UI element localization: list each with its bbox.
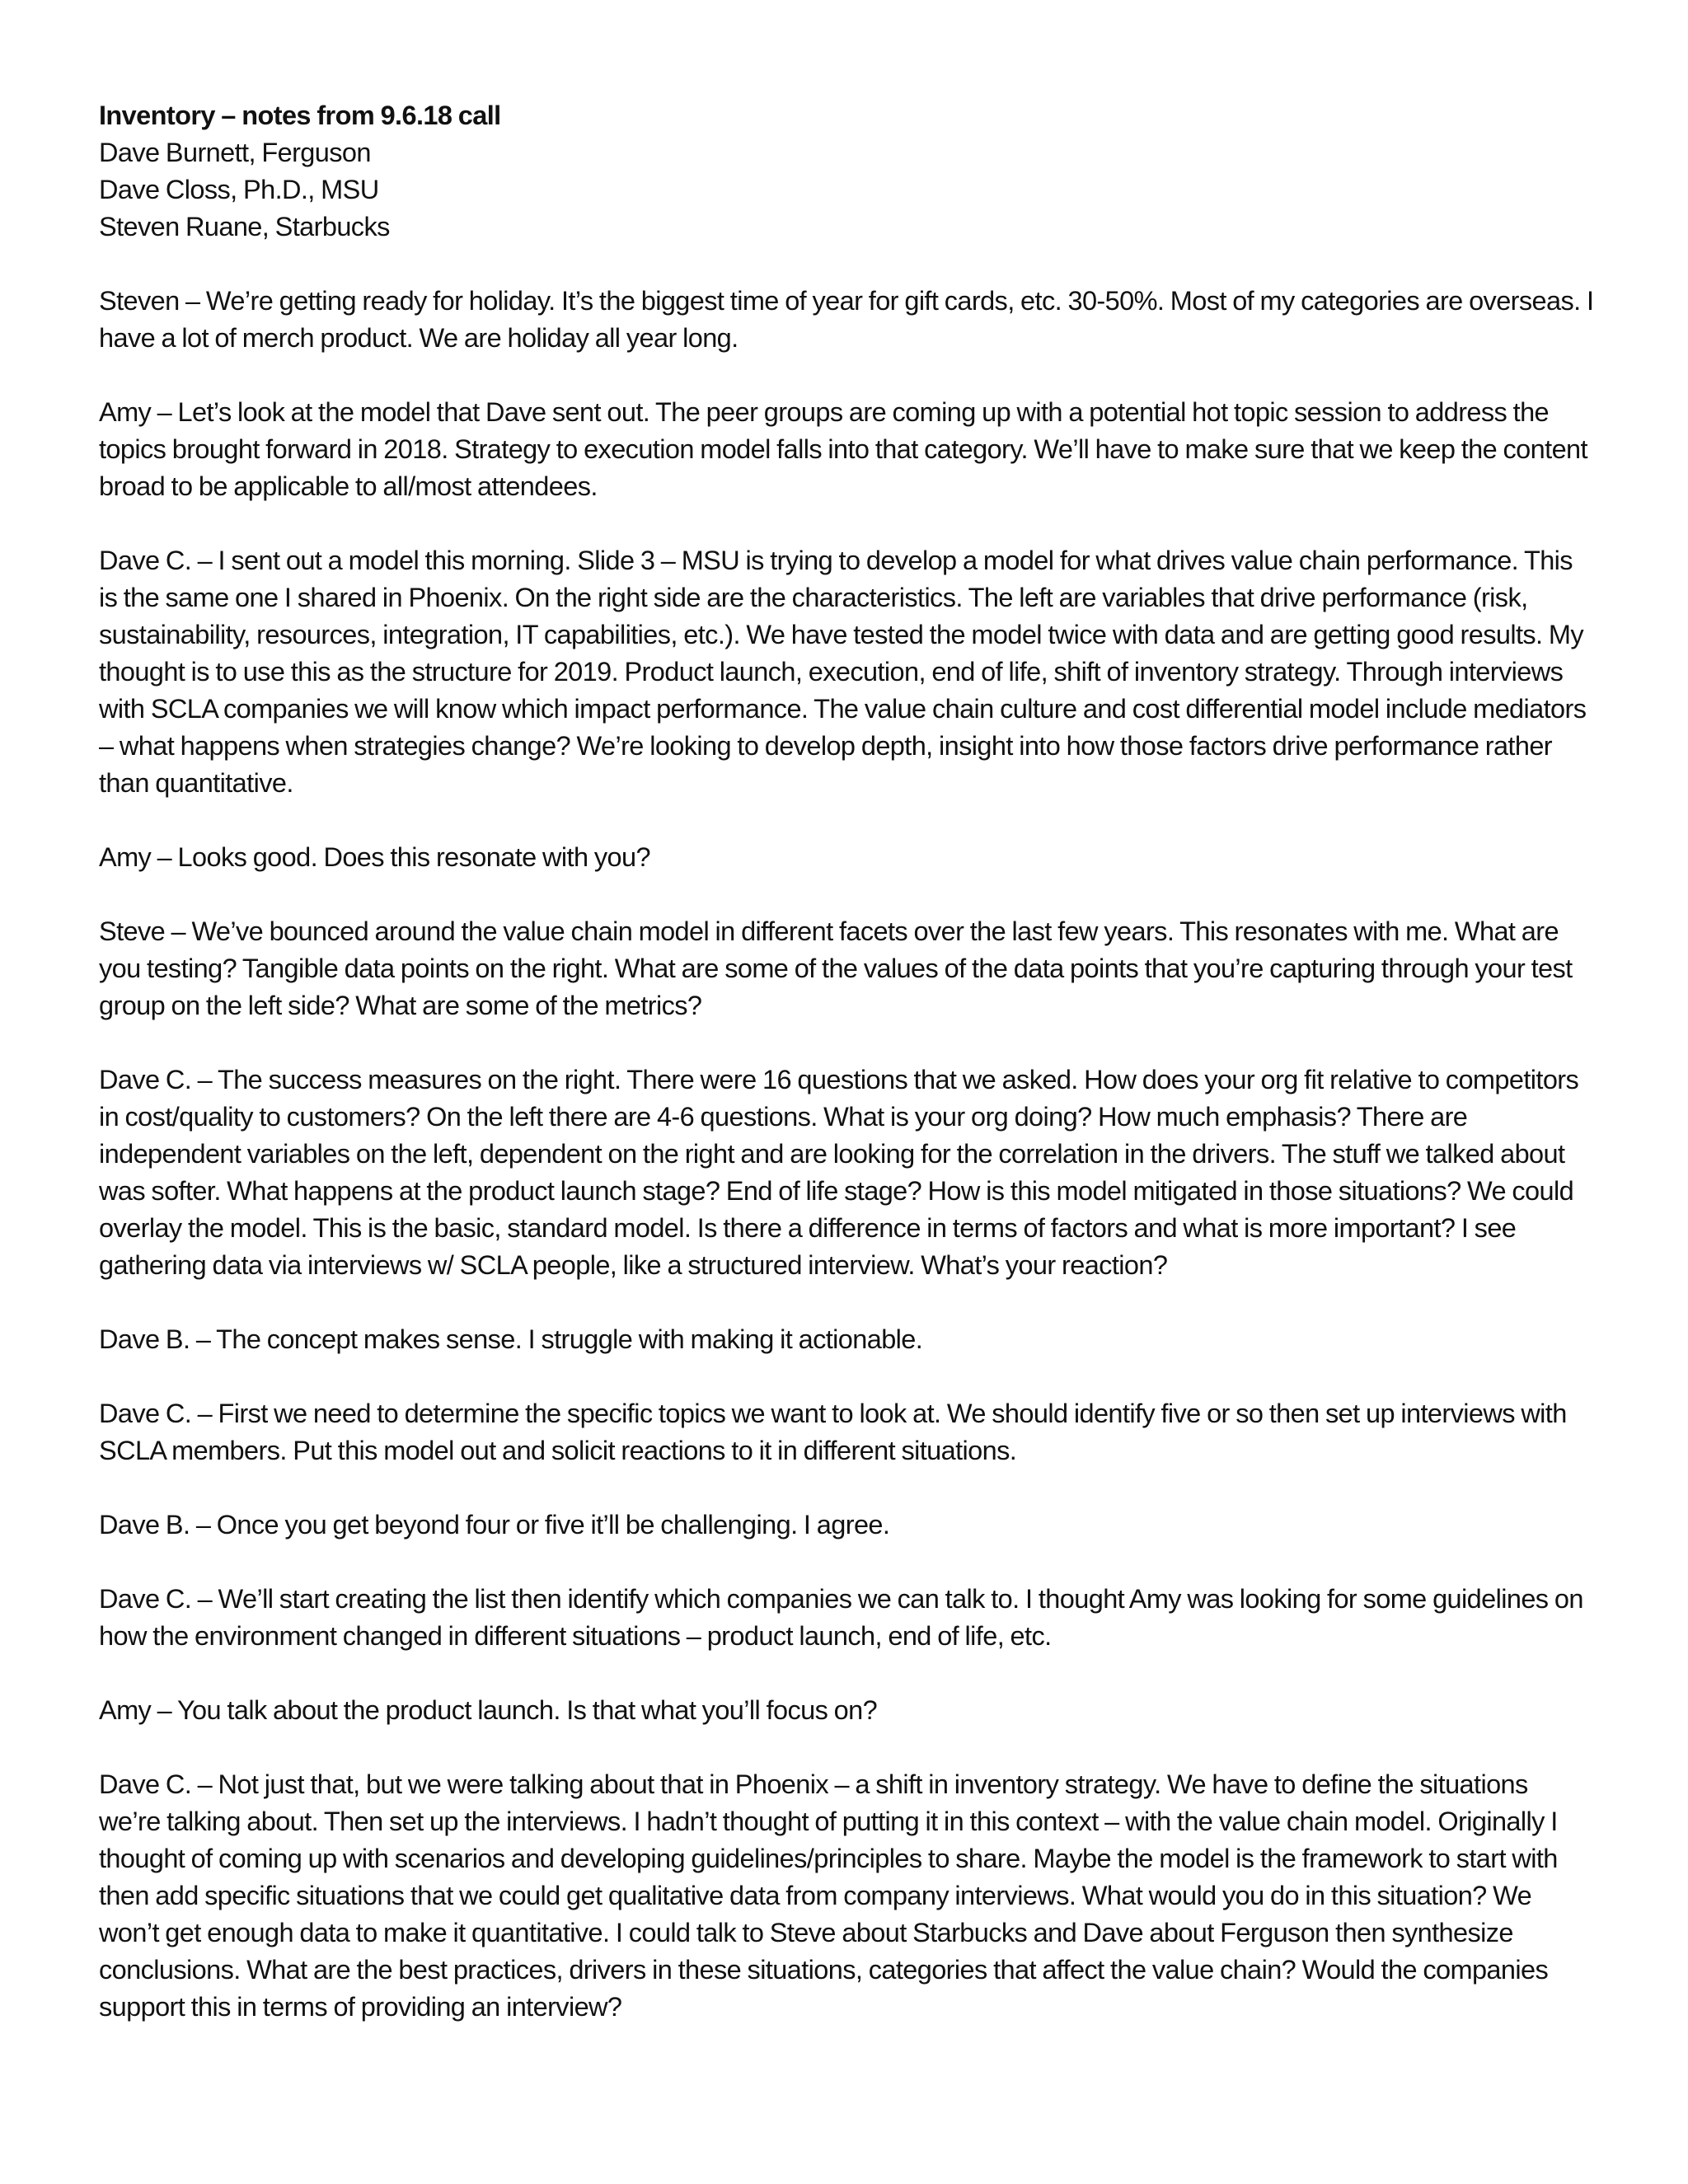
note-paragraph-dave-c: Dave C. – First we need to determine the specific topics we want to look at. We should identify five or so then set up interviews with SCLA members. Put this model out and solicit reactions to it in different situations. — [99, 1399, 1567, 1465]
note-paragraph-dave-c: Dave C. – I sent out a model this morning. Slide 3 – MSU is trying to develop a model for what drives value chain performance. This is the same one I shared in Phoenix. On the right side are the characteristics. The left are variables that drive performance (risk, sustainability, resources, integration, IT capabilities, etc.). We have tested the model twice with data and are getting good results. My thought is to use this as the structure for 2019. Product launch, execution, end of life, shift of inventory strategy. Through interviews with SCLA companies we will know which impact performance. The value chain culture and cost differential model include mediators – what happens when strategies change? We’re looking to develop depth, insight into how those factors drive performance rather than quantitative. — [99, 546, 1587, 798]
note-paragraph-amy: Amy – You talk about the product launch. Is that what you’ll focus on? — [99, 1695, 878, 1725]
note-paragraph-dave-b: Dave B. – Once you get beyond four or five it’ll be challenging. I agree. — [99, 1510, 890, 1540]
note-paragraph-dave-c: Dave C. – We’ll start creating the list then identify which companies we can talk to. I thought Amy was looking for some guidelines on how the environment changed in different situations – product launch, end of life, etc. — [99, 1584, 1583, 1651]
document-header — [99, 97, 1595, 246]
attendee-line: Dave Burnett, Ferguson — [99, 138, 371, 167]
note-paragraph-steve: Steve – We’ve bounced around the value chain model in different facets over the last few years. This resonates with me. What are you testing? Tangible data points on the right. What are some of the values of the data points that you’re capturing through your test group on the left side? What are some of the metrics? — [99, 916, 1573, 1020]
document-title: Inventory – notes from 9.6.18 call — [99, 101, 501, 130]
attendee-line: Dave Closs, Ph.D., MSU — [99, 175, 379, 204]
note-paragraph-dave-c: Dave C. – The success measures on the right. There were 16 questions that we asked. How does your org fit relative to competitors in cost/quality to customers? On the left there are 4-6 questions. What is your org doing? How much emphasis? There are independent variables on the left, dependent on the right and are looking for the correlation in the drivers. The stuff we talked about was softer. What happens at the product launch stage? End of life stage? How is this model mitigated in those situations? We could overlay the model. This is the basic, standard model. Is there a difference in terms of factors and what is more important? I see gathering data via interviews w/ SCLA people, like a structured interview. What’s your reaction? — [99, 1065, 1579, 1280]
note-paragraph-steven: Steven – We’re getting ready for holiday. It’s the biggest time of year for gift cards, etc. 30-50%. Most of my categories are overseas. I have a lot of merch product. We are holiday all year long. — [99, 286, 1594, 353]
document-page — [99, 97, 1595, 2026]
note-paragraph-amy: Amy – Let’s look at the model that Dave sent out. The peer groups are coming up with a potential hot topic session to address the topics brought forward in 2018. Strategy to execution model falls into that category. We’ll have to make sure that we keep the content broad to be applicable to all/most attendees. — [99, 397, 1587, 501]
attendee-line: Steven Ruane, Starbucks — [99, 212, 390, 241]
note-paragraph-dave-b: Dave B. – The concept makes sense. I struggle with making it actionable. — [99, 1324, 923, 1354]
note-paragraph-dave-c: Dave C. – Not just that, but we were talking about that in Phoenix – a shift in inventory strategy. We have to define the situations we’re talking about. Then set up the interviews. I hadn’t thought of putting it in this context – with the value chain model. Originally I thought of coming up with scenarios and developing guidelines/principles to share. Maybe the model is the framework to start with then add specific situations that we could get qualitative data from company interviews. What would you do in this situation? We won’t get enough data to make it quantitative. I could talk to Steve about Starbucks and Dave about Ferguson then synthesize conclusions. What are the best practices, drivers in these situations, categories that affect the value chain? Would the companies support this in terms of providing an interview? — [99, 1769, 1558, 2022]
note-paragraph-amy: Amy – Looks good. Does this resonate with you? — [99, 842, 650, 872]
